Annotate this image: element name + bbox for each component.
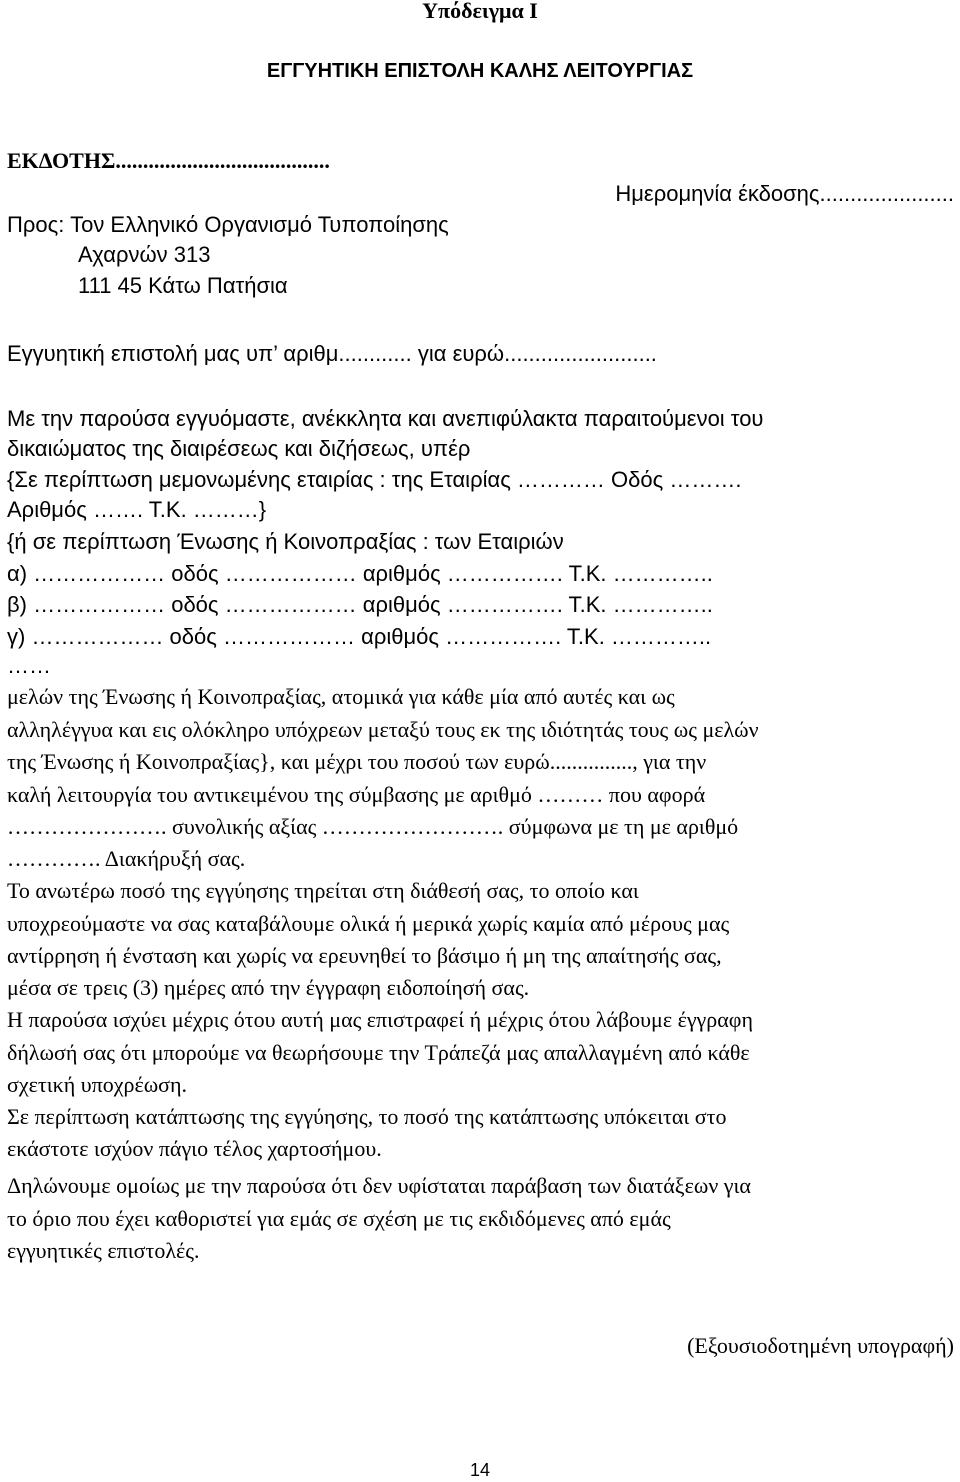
body-line: μελών της Ένωσης ή Κοινοπραξίας, ατομικά για κάθε μία από αυτές και ως — [7, 684, 675, 709]
body-line: εκάστοτε ισχύον πάγιο τέλος χαρτοσήμου. — [7, 1136, 382, 1161]
signature-label: (Εξουσιοδοτημένη υπογραφή) — [687, 1333, 954, 1358]
body-line: Σε περίπτωση κατάπτωσης της εγγύησης, το ποσό της κατάπτωσης υπόκειται στο — [7, 1104, 727, 1129]
issue-date: Ημερομηνία έκδοσης...................... — [615, 181, 954, 206]
addressee-city: 111 45 Κάτω Πατήσια — [78, 273, 288, 298]
body-line: της Ένωσης ή Κοινοπραξίας}, και μέχρι του ποσού των ευρώ..............., για την — [7, 749, 707, 774]
body-line: καλή λειτουργία του αντικειμένου της σύμβασης με αριθμό ……… που αφορά — [7, 782, 706, 807]
issuer-line: ΕΚΔΟΤΗΣ....................................... — [7, 148, 330, 173]
declaration-line: Δηλώνουμε ομοίως με την παρούσα ότι δεν υφίσταται παράβαση των διατάξεων για — [7, 1173, 751, 1198]
reference-line: Εγγυητική επιστολή μας υπ’ αριθμ............ για ευρώ......................... — [7, 341, 657, 366]
body-line: …………………. συνολικής αξίας ……………………. σύμφωνα με τη με αριθμό — [7, 814, 739, 839]
addressee-street: Αχαρνών 313 — [78, 242, 211, 267]
body-line: Το ανωτέρω ποσό της εγγύησης τηρείται στη διάθεσή σας, το οποίο και — [7, 878, 639, 903]
body-line: μέσα σε τρεις (3) ημέρες από την έγγραφη ειδοποίησή σας. — [7, 975, 530, 1000]
annex-label: Υπόδειγμα Ι — [422, 0, 538, 23]
member-line-ellipsis: …… — [7, 653, 51, 678]
member-line-a: α) ……………… οδός ……………… αριθμός ……………. Τ.Κ. ………….. — [7, 561, 713, 586]
body-line: Αριθμός ……. Τ.Κ. ………} — [7, 497, 267, 522]
body-line: …………. Διακήρυξή σας. — [7, 846, 246, 871]
addressee-line: Προς: Τον Ελληνικό Οργανισμό Τυποποίησης — [7, 212, 449, 237]
body-line: Η παρούσα ισχύει μέχρις ότου αυτή μας επιστραφεί ή μέχρις ότου λάβουμε έγγραφη — [7, 1007, 753, 1032]
body-line: Με την παρούσα εγγυόμαστε, ανέκκλητα και ανεπιφύλακτα παραιτούμενοι του — [7, 406, 764, 431]
member-line-c: γ) ……………… οδός ……………… αριθμός ……………. Τ.Κ. ………….. — [7, 624, 712, 649]
body-line: αντίρρηση ή ένσταση και χωρίς να ερευνηθεί το βάσιμο ή μη της απαίτησής σας, — [7, 943, 722, 968]
body-line: υποχρεούμαστε να σας καταβάλουμε ολικά ή μερικά χωρίς καμία από μέρους μας — [7, 911, 730, 936]
page-number: 14 — [469, 1460, 491, 1480]
declaration-line: εγγυητικές επιστολές. — [7, 1238, 200, 1263]
body-line: {ή σε περίπτωση Ένωσης ή Κοινοπραξίας : των Εταιριών — [7, 529, 564, 554]
body-line: {Σε περίπτωση μεμονωμένης εταιρίας : της Εταιρίας ………… Οδός ………. — [7, 467, 748, 492]
body-line: αλληλέγγυα και εις ολόκληρο υπόχρεων μεταξύ τους εκ της ιδιότητάς τους ως μελών — [7, 717, 759, 742]
body-line: σχετική υποχρέωση. — [7, 1072, 188, 1097]
body-line: δικαιώματος της διαιρέσεως και διζήσεως, υπέρ — [7, 436, 471, 461]
declaration-line: το όριο που έχει καθοριστεί για εμάς σε σχέση με τις εκδιδόμενες από εμάς — [7, 1206, 671, 1231]
body-line: δήλωσή σας ότι μπορούμε να θεωρήσουμε την Τράπεζά μας απαλλαγμένη από κάθε — [7, 1040, 750, 1065]
document-title: ΕΓΓΥΗΤΙΚΗ ΕΠΙΣΤΟΛΗ ΚΑΛΗΣ ΛΕΙΤΟΥΡΓΙΑΣ — [266, 60, 694, 82]
member-line-b: β) ……………… οδός ……………… αριθμός ……………. Τ.Κ. ………….. — [7, 592, 713, 617]
